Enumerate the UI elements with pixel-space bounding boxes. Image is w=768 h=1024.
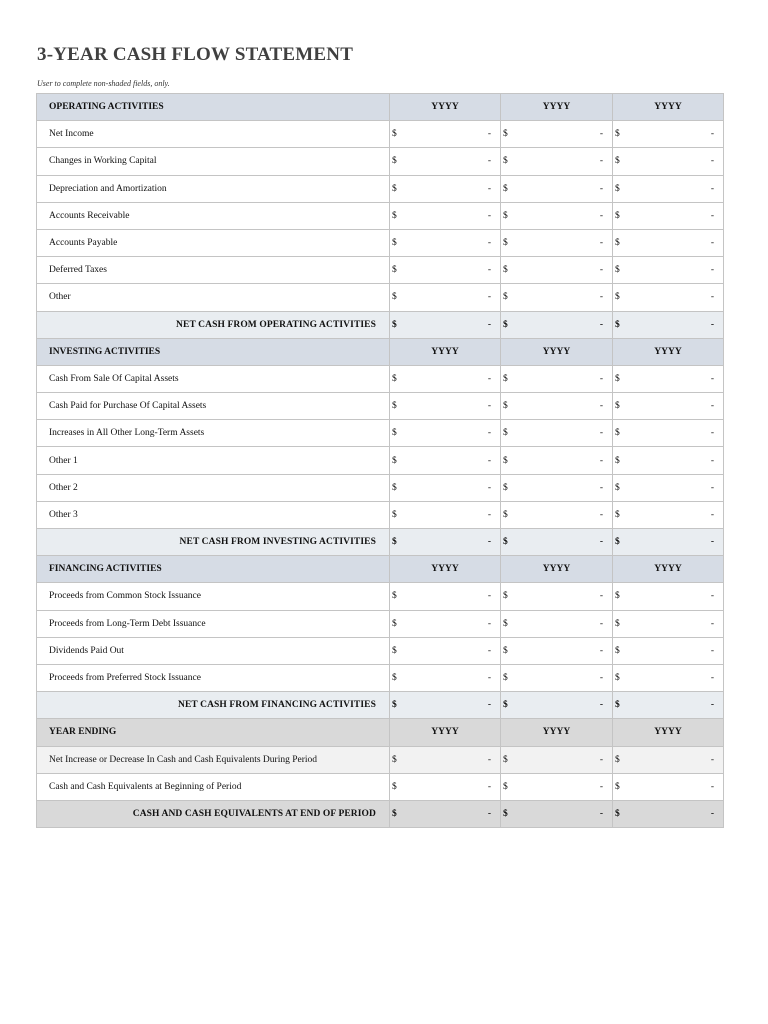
currency-symbol: $ [615, 808, 620, 819]
amount-value: - [487, 401, 491, 412]
amount-value: - [710, 781, 714, 792]
amount-value: - [487, 673, 491, 684]
total-label: NET CASH FROM INVESTING ACTIVITIES [37, 529, 390, 556]
currency-symbol: $ [392, 455, 397, 466]
amount-value: - [710, 645, 714, 656]
amount-cell [613, 746, 724, 773]
total-cell [501, 529, 613, 556]
amount-value: - [710, 238, 714, 249]
currency-symbol: $ [503, 265, 508, 276]
amount-cell[interactable] [390, 637, 501, 664]
investing-header-row [37, 338, 724, 365]
section-heading: OPERATING ACTIVITIES [37, 94, 390, 121]
table-row [37, 447, 724, 474]
currency-symbol: $ [503, 781, 508, 792]
amount-value: - [599, 673, 603, 684]
amount-cell[interactable] [390, 474, 501, 501]
amount-cell[interactable] [390, 229, 501, 256]
row-label: Changes in Working Capital [37, 148, 390, 175]
row-label: Accounts Receivable [37, 202, 390, 229]
amount-value: - [487, 156, 491, 167]
amount-value: - [710, 210, 714, 221]
amount-value: - [487, 591, 491, 602]
financing-header-row [37, 556, 724, 583]
currency-symbol: $ [615, 401, 620, 412]
total-label: CASH AND CASH EQUIVALENTS AT END OF PERIOD [37, 800, 390, 827]
amount-value: - [710, 183, 714, 194]
currency-symbol: $ [615, 781, 620, 792]
amount-value: - [599, 509, 603, 520]
amount-value: - [487, 808, 491, 819]
currency-symbol: $ [503, 618, 508, 629]
amount-value: - [599, 781, 603, 792]
amount-value: - [487, 700, 491, 711]
amount-cell[interactable] [613, 229, 724, 256]
amount-cell[interactable] [501, 148, 613, 175]
amount-cell[interactable] [501, 474, 613, 501]
amount-value: - [710, 618, 714, 629]
financing-total-row [37, 692, 724, 719]
currency-symbol: $ [392, 238, 397, 249]
amount-cell[interactable] [613, 583, 724, 610]
amount-cell[interactable] [501, 664, 613, 691]
row-label: Other 1 [37, 447, 390, 474]
amount-cell[interactable] [501, 447, 613, 474]
total-cell [613, 692, 724, 719]
year-header: YYYY [501, 338, 613, 365]
currency-symbol: $ [392, 292, 397, 303]
row-label: Cash and Cash Equivalents at Beginning of Period [37, 773, 390, 800]
amount-cell[interactable] [501, 257, 613, 284]
currency-symbol: $ [615, 238, 620, 249]
currency-symbol: $ [392, 673, 397, 684]
total-cell [390, 311, 501, 338]
amount-value: - [599, 183, 603, 194]
amount-cell[interactable] [501, 610, 613, 637]
currency-symbol: $ [392, 210, 397, 221]
amount-value: - [487, 509, 491, 520]
amount-cell[interactable] [501, 420, 613, 447]
amount-value: - [710, 591, 714, 602]
section-heading: YEAR ENDING [37, 719, 390, 746]
amount-value: - [599, 537, 603, 548]
row-label: Accounts Payable [37, 229, 390, 256]
row-label: Deferred Taxes [37, 257, 390, 284]
table-row [37, 121, 724, 148]
amount-value: - [487, 183, 491, 194]
amount-value: - [599, 700, 603, 711]
section-heading: INVESTING ACTIVITIES [37, 338, 390, 365]
row-label: Depreciation and Amortization [37, 175, 390, 202]
row-label: Cash From Sale Of Capital Assets [37, 365, 390, 392]
currency-symbol: $ [392, 482, 397, 493]
total-cell [613, 800, 724, 827]
year-header: YYYY [390, 719, 501, 746]
amount-cell[interactable] [390, 420, 501, 447]
amount-cell[interactable] [613, 664, 724, 691]
amount-cell[interactable] [501, 121, 613, 148]
amount-cell[interactable] [390, 284, 501, 311]
currency-symbol: $ [392, 808, 397, 819]
currency-symbol: $ [392, 373, 397, 384]
table-row [37, 664, 724, 691]
currency-symbol: $ [503, 482, 508, 493]
investing-total-row [37, 529, 724, 556]
amount-cell[interactable] [613, 474, 724, 501]
amount-value: - [599, 401, 603, 412]
year-header: YYYY [613, 556, 724, 583]
currency-symbol: $ [503, 700, 508, 711]
amount-cell[interactable] [501, 773, 613, 800]
amount-value: - [599, 754, 603, 765]
currency-symbol: $ [615, 455, 620, 466]
amount-cell[interactable] [501, 202, 613, 229]
table-row [37, 474, 724, 501]
amount-value: - [487, 754, 491, 765]
currency-symbol: $ [615, 292, 620, 303]
currency-symbol: $ [615, 373, 620, 384]
amount-cell[interactable] [390, 175, 501, 202]
year-ending-header-row [37, 719, 724, 746]
currency-symbol: $ [392, 537, 397, 548]
total-cell [613, 311, 724, 338]
currency-symbol: $ [615, 265, 620, 276]
table-row [37, 420, 724, 447]
amount-value: - [487, 781, 491, 792]
currency-symbol: $ [615, 482, 620, 493]
amount-cell[interactable] [613, 284, 724, 311]
amount-cell[interactable] [613, 175, 724, 202]
amount-value: - [710, 401, 714, 412]
amount-cell[interactable] [390, 257, 501, 284]
amount-cell[interactable] [501, 501, 613, 528]
year-header: YYYY [390, 94, 501, 121]
currency-symbol: $ [503, 319, 508, 330]
row-label: Net Income [37, 121, 390, 148]
currency-symbol: $ [392, 183, 397, 194]
year-header: YYYY [390, 556, 501, 583]
year-header: YYYY [613, 719, 724, 746]
total-cell [390, 692, 501, 719]
year-header: YYYY [501, 719, 613, 746]
amount-value: - [599, 618, 603, 629]
amount-cell[interactable] [390, 393, 501, 420]
amount-cell[interactable] [390, 121, 501, 148]
amount-value: - [487, 210, 491, 221]
total-cell [501, 311, 613, 338]
amount-value: - [710, 428, 714, 439]
amount-value: - [487, 428, 491, 439]
currency-symbol: $ [503, 238, 508, 249]
amount-value: - [710, 808, 714, 819]
year-header: YYYY [501, 556, 613, 583]
amount-cell[interactable] [501, 284, 613, 311]
row-label: Other 3 [37, 501, 390, 528]
currency-symbol: $ [615, 537, 620, 548]
amount-cell[interactable] [613, 393, 724, 420]
amount-value: - [599, 455, 603, 466]
row-label: Other [37, 284, 390, 311]
amount-value: - [599, 591, 603, 602]
amount-value: - [487, 455, 491, 466]
year-header: YYYY [501, 94, 613, 121]
table-row [37, 393, 724, 420]
amount-value: - [710, 156, 714, 167]
amount-cell[interactable] [501, 637, 613, 664]
currency-symbol: $ [503, 754, 508, 765]
row-label: Net Increase or Decrease In Cash and Cash Equivalents During Period [37, 746, 390, 773]
year-header: YYYY [613, 94, 724, 121]
cash-flow-table [36, 93, 724, 828]
amount-value: - [487, 373, 491, 384]
amount-value: - [487, 265, 491, 276]
table-row [37, 284, 724, 311]
table-row [37, 501, 724, 528]
currency-symbol: $ [615, 591, 620, 602]
total-cell [501, 800, 613, 827]
amount-value: - [487, 537, 491, 548]
total-cell [390, 800, 501, 827]
currency-symbol: $ [392, 509, 397, 520]
total-label: NET CASH FROM FINANCING ACTIVITIES [37, 692, 390, 719]
amount-value: - [599, 319, 603, 330]
amount-cell[interactable] [613, 148, 724, 175]
currency-symbol: $ [392, 781, 397, 792]
currency-symbol: $ [392, 618, 397, 629]
table-row [37, 583, 724, 610]
amount-value: - [599, 808, 603, 819]
currency-symbol: $ [392, 129, 397, 140]
currency-symbol: $ [503, 373, 508, 384]
amount-cell[interactable] [390, 148, 501, 175]
amount-value: - [487, 238, 491, 249]
table-row [37, 148, 724, 175]
amount-value: - [710, 537, 714, 548]
currency-symbol: $ [392, 700, 397, 711]
year-header: YYYY [390, 338, 501, 365]
amount-cell[interactable] [501, 583, 613, 610]
amount-value: - [599, 645, 603, 656]
currency-symbol: $ [503, 401, 508, 412]
currency-symbol: $ [615, 700, 620, 711]
amount-cell[interactable] [501, 365, 613, 392]
currency-symbol: $ [615, 210, 620, 221]
currency-symbol: $ [392, 265, 397, 276]
amount-value: - [710, 482, 714, 493]
currency-symbol: $ [503, 428, 508, 439]
row-label: Cash Paid for Purchase Of Capital Assets [37, 393, 390, 420]
instruction-note: User to complete non-shaded fields, only. [37, 79, 170, 88]
total-cell [390, 529, 501, 556]
row-label: Proceeds from Preferred Stock Issuance [37, 664, 390, 691]
table-row [37, 175, 724, 202]
table-row [37, 746, 724, 773]
amount-value: - [710, 292, 714, 303]
amount-cell[interactable] [613, 202, 724, 229]
row-label: Proceeds from Long-Term Debt Issuance [37, 610, 390, 637]
amount-cell[interactable] [390, 501, 501, 528]
row-label: Dividends Paid Out [37, 637, 390, 664]
operating-total-row [37, 311, 724, 338]
table-row [37, 637, 724, 664]
amount-cell[interactable] [390, 773, 501, 800]
currency-symbol: $ [503, 455, 508, 466]
currency-symbol: $ [503, 808, 508, 819]
amount-value: - [710, 455, 714, 466]
currency-symbol: $ [392, 401, 397, 412]
currency-symbol: $ [503, 591, 508, 602]
amount-value: - [710, 754, 714, 765]
currency-symbol: $ [615, 673, 620, 684]
amount-cell[interactable] [613, 257, 724, 284]
table-row [37, 257, 724, 284]
amount-value: - [487, 645, 491, 656]
amount-value: - [487, 292, 491, 303]
currency-symbol: $ [392, 319, 397, 330]
currency-symbol: $ [615, 319, 620, 330]
page-title: 3-YEAR CASH FLOW STATEMENT [37, 44, 354, 65]
amount-value: - [710, 265, 714, 276]
section-heading: FINANCING ACTIVITIES [37, 556, 390, 583]
amount-value: - [599, 482, 603, 493]
currency-symbol: $ [392, 591, 397, 602]
year-header: YYYY [613, 338, 724, 365]
currency-symbol: $ [615, 129, 620, 140]
amount-value: - [487, 319, 491, 330]
currency-symbol: $ [615, 618, 620, 629]
year-ending-total-row [37, 800, 724, 827]
amount-cell [390, 746, 501, 773]
amount-value: - [599, 156, 603, 167]
amount-value: - [599, 238, 603, 249]
amount-cell[interactable] [613, 501, 724, 528]
amount-value: - [487, 618, 491, 629]
amount-value: - [599, 373, 603, 384]
amount-cell[interactable] [613, 610, 724, 637]
currency-symbol: $ [615, 428, 620, 439]
currency-symbol: $ [615, 156, 620, 167]
operating-header-row [37, 94, 724, 121]
currency-symbol: $ [503, 129, 508, 140]
amount-value: - [487, 482, 491, 493]
amount-value: - [599, 129, 603, 140]
table-row [37, 773, 724, 800]
amount-cell[interactable] [501, 393, 613, 420]
amount-cell[interactable] [613, 121, 724, 148]
amount-value: - [599, 292, 603, 303]
total-cell [613, 529, 724, 556]
amount-cell[interactable] [613, 637, 724, 664]
table-row [37, 610, 724, 637]
row-label: Other 2 [37, 474, 390, 501]
amount-value: - [599, 210, 603, 221]
amount-cell[interactable] [390, 447, 501, 474]
currency-symbol: $ [503, 645, 508, 656]
currency-symbol: $ [503, 673, 508, 684]
currency-symbol: $ [392, 645, 397, 656]
amount-cell[interactable] [613, 365, 724, 392]
currency-symbol: $ [503, 210, 508, 221]
amount-cell[interactable] [613, 447, 724, 474]
amount-cell[interactable] [390, 365, 501, 392]
currency-symbol: $ [392, 428, 397, 439]
amount-cell[interactable] [390, 202, 501, 229]
currency-symbol: $ [503, 292, 508, 303]
total-cell [501, 692, 613, 719]
amount-cell [501, 746, 613, 773]
currency-symbol: $ [392, 156, 397, 167]
amount-value: - [710, 673, 714, 684]
amount-value: - [710, 700, 714, 711]
currency-symbol: $ [615, 183, 620, 194]
amount-cell[interactable] [390, 610, 501, 637]
amount-cell[interactable] [613, 420, 724, 447]
currency-symbol: $ [615, 645, 620, 656]
amount-value: - [710, 509, 714, 520]
currency-symbol: $ [392, 754, 397, 765]
amount-cell[interactable] [390, 664, 501, 691]
amount-value: - [487, 129, 491, 140]
amount-cell[interactable] [501, 229, 613, 256]
row-label: Increases in All Other Long-Term Assets [37, 420, 390, 447]
amount-cell[interactable] [501, 175, 613, 202]
amount-value: - [710, 373, 714, 384]
total-label: NET CASH FROM OPERATING ACTIVITIES [37, 311, 390, 338]
currency-symbol: $ [615, 509, 620, 520]
amount-value: - [710, 129, 714, 140]
amount-cell[interactable] [613, 773, 724, 800]
table-row [37, 365, 724, 392]
table-row [37, 202, 724, 229]
currency-symbol: $ [503, 537, 508, 548]
row-label: Proceeds from Common Stock Issuance [37, 583, 390, 610]
currency-symbol: $ [503, 509, 508, 520]
currency-symbol: $ [503, 156, 508, 167]
amount-value: - [599, 265, 603, 276]
table-row [37, 229, 724, 256]
amount-value: - [710, 319, 714, 330]
currency-symbol: $ [503, 183, 508, 194]
amount-value: - [599, 428, 603, 439]
currency-symbol: $ [615, 754, 620, 765]
amount-cell[interactable] [390, 583, 501, 610]
